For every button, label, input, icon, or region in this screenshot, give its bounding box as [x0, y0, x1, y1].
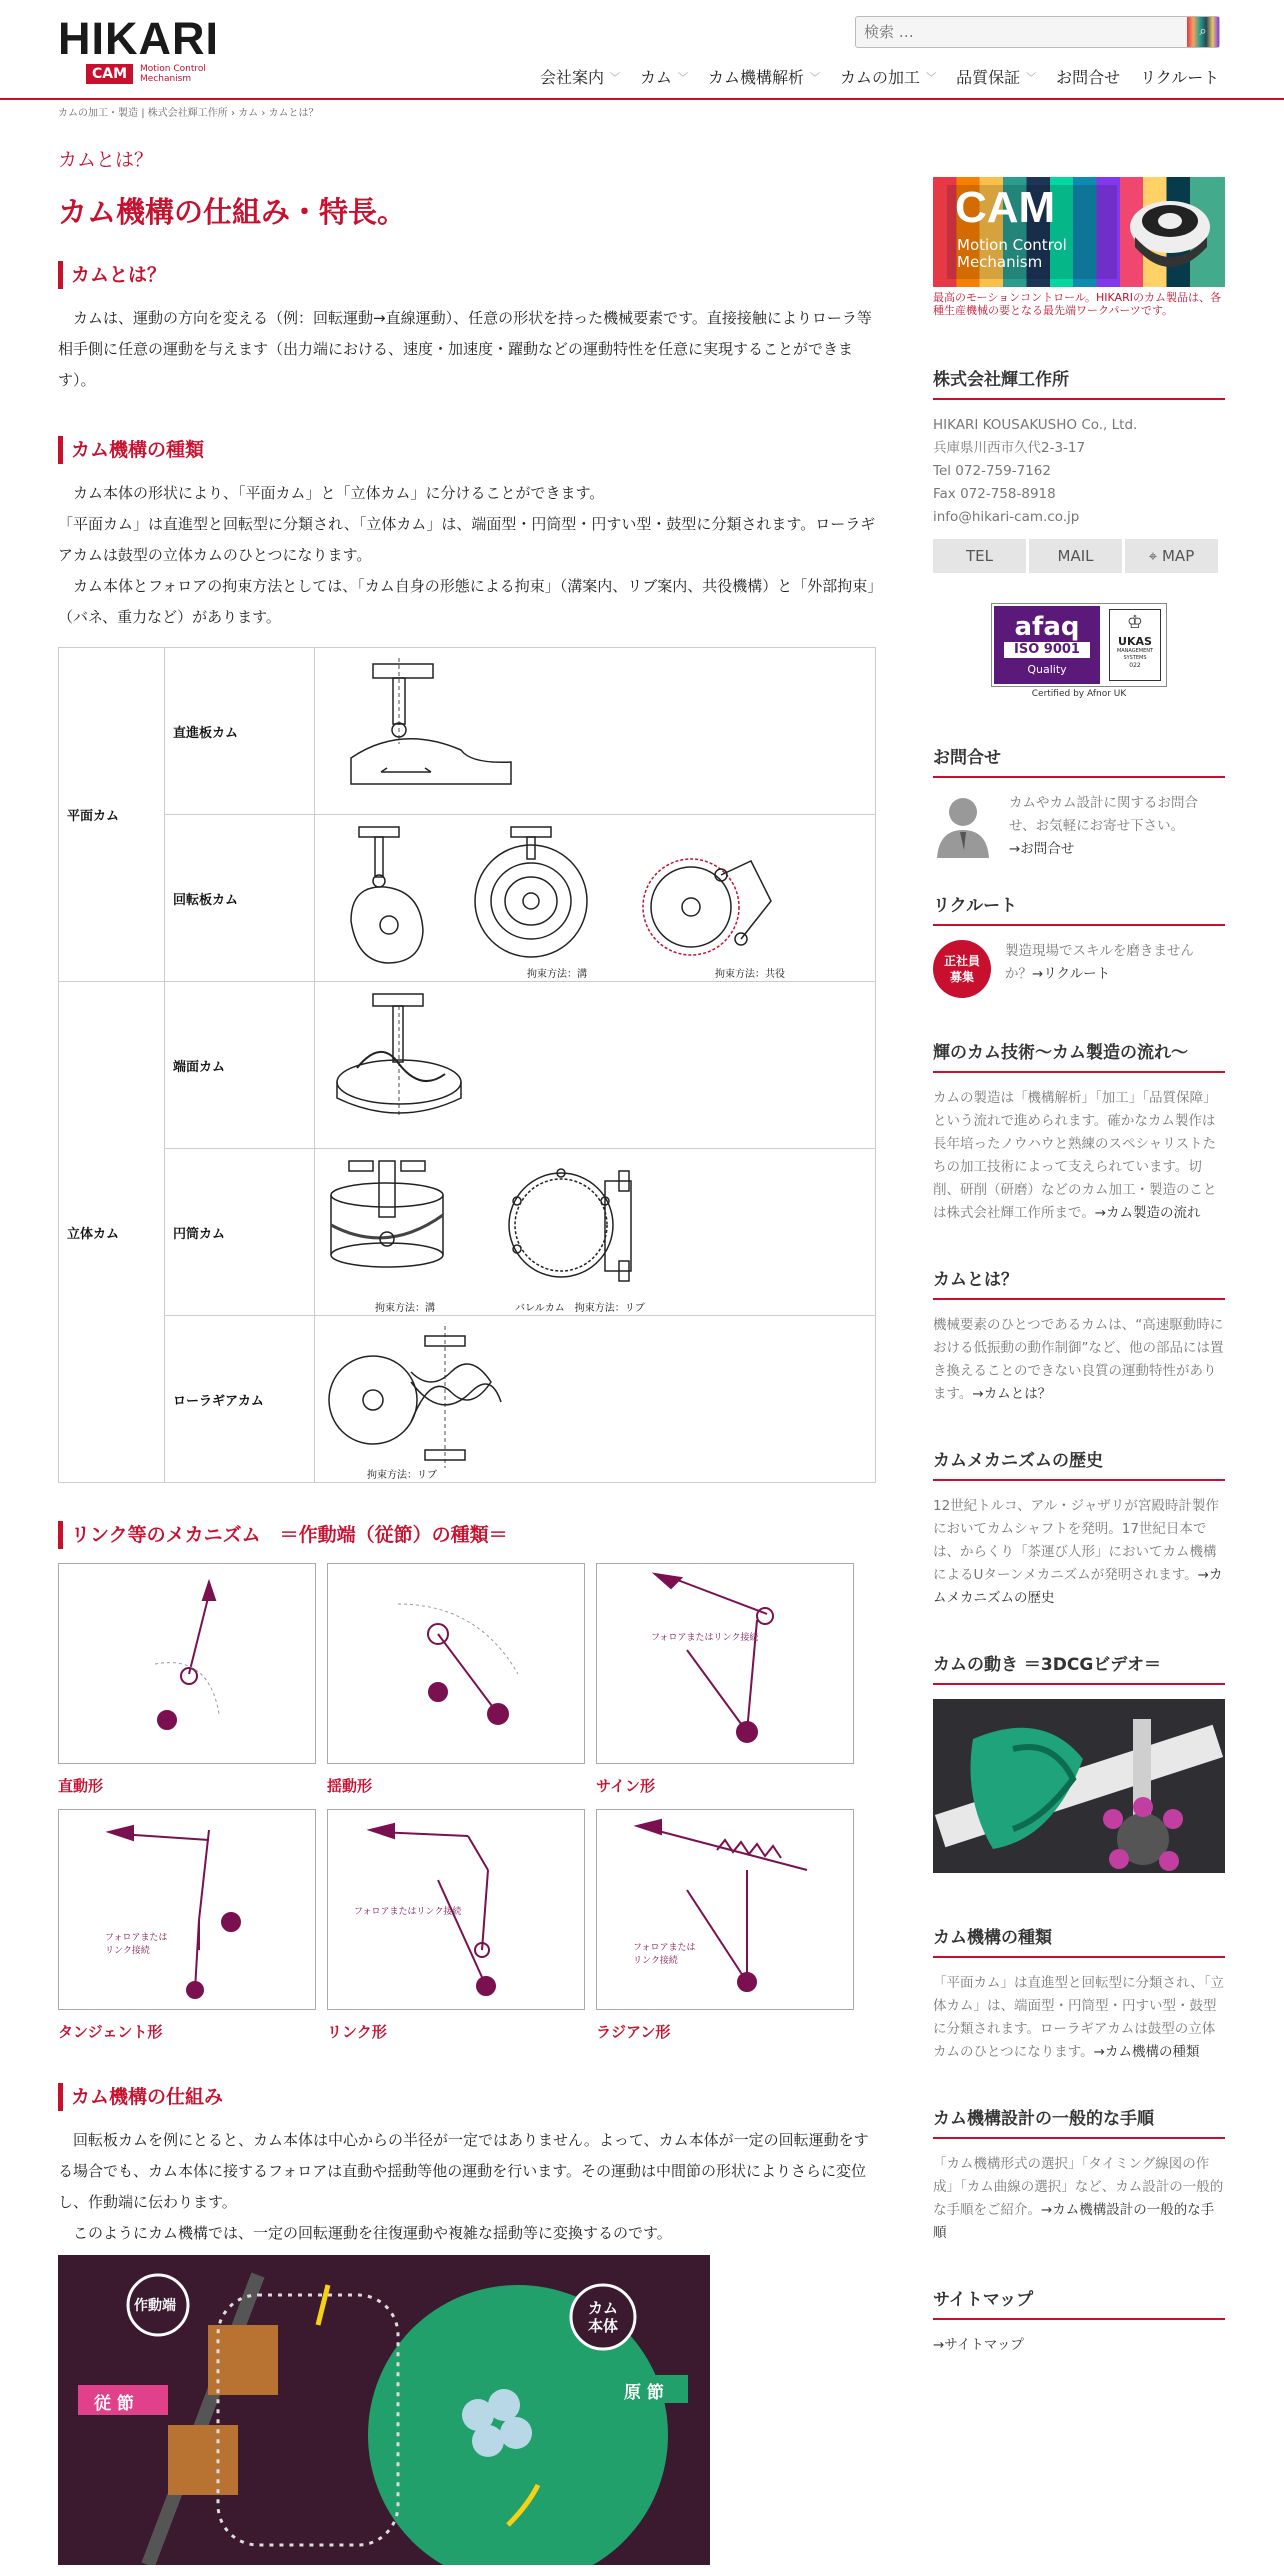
- section-heading-mechanism: カム機構の仕組み: [58, 2083, 876, 2111]
- nav-label: カム: [640, 67, 673, 87]
- recruit-block: [933, 940, 1225, 998]
- nav-label: 会社案内: [540, 67, 605, 87]
- mechanism-label-link: リンク形: [327, 2023, 387, 2041]
- mechanism-card: [58, 1563, 316, 1809]
- breadcrumb-home[interactable]: カムの加工・製造: [58, 108, 138, 119]
- mechanism-para-2: このようにカム機構では、一定の回転運動を往復運動や複雑な揺動等に変換するのです。: [73, 2224, 672, 2242]
- label-working-end: 作動端: [134, 2298, 176, 2314]
- mechanism-diagram-sine: [596, 1563, 854, 1764]
- what-text: 機械要素のひとつであるカムは、“高速駆動時における低振動の動作制御”など、他の部品には置き換えることのできない良質の運動特性があります。: [933, 1317, 1224, 1402]
- search-input[interactable]: [856, 17, 1176, 47]
- diagram-face-cam: [315, 982, 876, 1149]
- sidebar-heading-contact: お問合せ: [933, 743, 1225, 778]
- types-text: 「平面カム」は直進型と回転型に分類され、「立体カム」は、端面型・円筒型・円すい型・鼓型に分類されます。ローラギアカムは鼓型の立体カムのひとつになります。: [933, 1975, 1225, 2060]
- diagram-roller-gear-cam: [315, 1316, 876, 1483]
- label-follower: 従 節: [94, 2394, 134, 2414]
- mechanism-grid: [58, 1563, 876, 2055]
- section-heading-what: カムとは？: [58, 261, 876, 289]
- nav-item-recruit[interactable]: [1140, 62, 1219, 90]
- ukas-crown-icon: ♔: [1126, 612, 1144, 633]
- caption-groove: 拘束方法：溝: [527, 969, 587, 980]
- mechanism-diagram-linear: [58, 1563, 316, 1764]
- types-para-1: カム本体の形状により、「平面カム」と「立体カム」に分けることができます。: [73, 484, 605, 502]
- cert-ukas: UKAS: [1118, 635, 1152, 648]
- nav-label: お問合せ: [1056, 67, 1121, 87]
- company-tel[interactable]: Tel 072-759-7162: [933, 463, 1051, 479]
- nav-label: カムの加工: [840, 67, 921, 87]
- mechanism-diagram-radian: [596, 1809, 854, 2010]
- logo-cam-badge: CAM: [86, 64, 133, 84]
- table-row: [59, 648, 876, 815]
- cam-part-icon: [1125, 187, 1215, 277]
- diagram-cylindrical-cam: [315, 1149, 876, 1316]
- caption-groove-2: 拘束方法：溝: [375, 1303, 435, 1314]
- video-thumbnail[interactable]: [933, 1699, 1225, 1873]
- mechanism-diagram-tangent: [58, 1809, 316, 2010]
- what-text-wrap: [933, 1314, 1225, 1406]
- tech-link[interactable]: →カム製造の流れ: [1094, 1205, 1201, 1221]
- contact-buttons: [933, 539, 1225, 573]
- tel-button[interactable]: TEL: [933, 539, 1026, 573]
- diagram-rotary-plate-cam: [315, 815, 876, 982]
- recruit-text-wrap: [1005, 940, 1215, 998]
- mechanism-para-1: 回転板カムを例にとると、カム本体は中心からの半径が一定ではありません。よって、カム本体が一定の回転運動をする場合でも、カム本体に接するフォロアは直動や揺動等他の運動を行います。その運動は中間節の形状によりさらに変位し、作動端に伝わります。: [58, 2131, 869, 2211]
- cam-3dcg-image: [933, 1699, 1225, 1873]
- table-row: [59, 982, 876, 1149]
- table-cell-roller-gear-cam: ローラギアカム: [165, 1316, 315, 1483]
- mechanism-note: フォロアまたはリンク接続: [651, 1633, 759, 1643]
- breadcrumb-separator: |: [141, 108, 145, 119]
- company-address: 兵庫県川西市久代2-3-17: [933, 440, 1086, 456]
- cert-caption: Certified by Afnor UK: [1031, 689, 1127, 699]
- table-cell-linear-plate: 直進板カム: [165, 648, 315, 815]
- sidebar-heading-what: カムとは？: [933, 1265, 1225, 1300]
- contact-text: カムやカム設計に関するお問合せ、お気軽にお寄せ下さい。: [1009, 795, 1198, 834]
- banner-caption: 最高のモーションコントロール。HIKARIのカム製品は、各種生産機械の要となる最先端ワークパーツです。: [933, 291, 1221, 317]
- mechanism-label-radian: ラジアン形: [596, 2023, 671, 2041]
- what-link[interactable]: →カムとは？: [972, 1386, 1052, 1402]
- chevron-down-icon: ﹀: [678, 72, 689, 84]
- table-group-spatial: 立体カム: [59, 982, 165, 1483]
- table-group-planar: 平面カム: [59, 648, 165, 982]
- nav-item-analysis[interactable]: [708, 62, 820, 90]
- cam-types-table: [58, 647, 876, 1483]
- table-row: [59, 815, 876, 982]
- mechanism-label-linear: 直動形: [58, 1777, 104, 1795]
- diagram-linear-plate-cam: [315, 648, 876, 815]
- page-kicker: カムとは？: [58, 149, 154, 171]
- recruit-badge[interactable]: 正社員 募集: [933, 940, 991, 998]
- cam-mechanism-photo: [58, 2255, 710, 2565]
- rotary-plate-cam-drawing: [321, 821, 861, 971]
- types-text-wrap: [933, 1972, 1225, 2064]
- map-button-label: MAP: [1161, 547, 1195, 565]
- company-email[interactable]: info@hikari-cam.co.jp: [933, 509, 1080, 525]
- sitemap-link[interactable]: →サイトマップ: [933, 2337, 1024, 2353]
- contact-link[interactable]: →お問合せ: [1009, 841, 1075, 857]
- face-cam-drawing: [321, 988, 861, 1138]
- page-title: カム機構の仕組み・特長。: [58, 195, 407, 229]
- banner-title: CAM: [955, 183, 1056, 232]
- procedure-link[interactable]: →カム機構設計の一般的な手順: [933, 2202, 1215, 2241]
- sidebar-heading-procedure: カム機構設計の一般的な手順: [933, 2104, 1225, 2139]
- main-content: [58, 145, 876, 2565]
- mechanism-note: フォロアまたはリンク接続: [354, 1907, 462, 1917]
- mechanism-card: [596, 1563, 854, 1809]
- caption-conjugate: 拘束方法：共役: [715, 969, 785, 980]
- mechanism-card: [596, 1809, 854, 2055]
- radian-mechanism-drawing: [597, 1810, 853, 2009]
- breadcrumb-cam[interactable]: カム: [238, 108, 259, 119]
- chevron-down-icon: ﹀: [610, 72, 621, 84]
- sine-mechanism-drawing: [597, 1564, 853, 1763]
- types-para-3: カム本体とフォロアの拘束方法としては、「カム自身の形態による拘束」（溝案内、リブ案内、共役機構）と「外部拘束」（バネ、重力など）があります。: [58, 577, 875, 626]
- recruit-link[interactable]: →リクルート: [1032, 966, 1111, 982]
- table-row: [59, 1316, 876, 1483]
- mechanism-note: フォロアまたはリンク接続: [633, 1943, 696, 1966]
- nav-label: リクルート: [1140, 67, 1220, 87]
- cylindrical-cam-drawing: [321, 1155, 861, 1305]
- sidebar-heading-types: カム機構の種類: [933, 1923, 1225, 1958]
- tangent-mechanism-drawing: [59, 1810, 315, 2009]
- mechanism-card: [327, 1809, 585, 2055]
- contact-block: [933, 792, 1225, 861]
- site-logo[interactable]: [58, 13, 240, 88]
- cert-iso: ISO 9001: [1004, 642, 1090, 658]
- breadcrumb-current: カムとは？: [268, 108, 319, 119]
- mechanism-label-swing: 揺動形: [327, 1777, 373, 1795]
- sidebar-heading-video: カムの動き ＝3DCGビデオ＝: [933, 1650, 1225, 1685]
- sidebar: [933, 177, 1225, 2357]
- section-heading-types: カム機構の種類: [58, 436, 876, 464]
- iso-certification-badge: [991, 603, 1167, 699]
- breadcrumb-company[interactable]: 株式会社輝工作所: [147, 108, 228, 119]
- linear-plate-cam-drawing: [321, 654, 861, 804]
- map-pin-icon: ⌖: [1148, 547, 1162, 565]
- table-row: [59, 1149, 876, 1316]
- types-para-2: 「平面カム」は直進型と回転型に分類され、「立体カム」は、端面型・円筒型・円すい型・鼓型に分類されます。ローラギアカムは鼓型の立体カムのひとつになります。: [58, 515, 876, 564]
- mechanism-note: フォロアまたはリンク接続: [105, 1933, 168, 1956]
- map-button[interactable]: [1125, 539, 1218, 573]
- history-text-wrap: [933, 1495, 1225, 1610]
- table-cell-cylindrical-cam: 円筒カム: [165, 1149, 315, 1316]
- recruit-text: 製造現場でスキルを磨きませんか？: [1005, 943, 1194, 982]
- logo-wordmark: HIKARI: [58, 13, 219, 64]
- breadcrumb-separator: ›: [261, 108, 266, 119]
- sidebar-heading-history: カムメカニズムの歴史: [933, 1446, 1225, 1481]
- nav-label: 品質保証: [956, 67, 1021, 87]
- caption-barrel-rib: バレルカム 拘束方法：リブ: [515, 1303, 645, 1314]
- search-icon: ⌕: [1199, 24, 1207, 39]
- procedure-text: 「カム機構形式の選択」「タイミング線図の作成」「カム曲線の選択」など、カム設計の一般的な手順をご紹介。: [933, 2156, 1224, 2218]
- company-fax: Fax 072-758-8918: [933, 486, 1056, 502]
- chevron-down-icon: ﹀: [1026, 72, 1037, 84]
- cert-brand: afaq: [1014, 612, 1080, 642]
- section-heading-mechanisms: リンク等のメカニズム ＝作動端（従節）の種類＝: [58, 1521, 876, 1549]
- person-icon: [933, 792, 993, 860]
- nav-item-cam[interactable]: [640, 62, 688, 90]
- contact-text-wrap: [1009, 792, 1209, 861]
- mechanism-diagram-swing: [327, 1563, 585, 1764]
- main-nav: [540, 62, 1219, 90]
- table-cell-rotary-plate: 回転板カム: [165, 815, 315, 982]
- sidebar-heading-recruit: リクルート: [933, 891, 1225, 926]
- chevron-down-icon: ﹀: [810, 72, 821, 84]
- nav-item-company[interactable]: [540, 62, 620, 90]
- nav-label: カム機構解析: [708, 67, 805, 87]
- search-button[interactable]: [1187, 17, 1219, 47]
- nav-item-quality[interactable]: [956, 62, 1036, 90]
- label-driver: 原 節: [624, 2383, 664, 2403]
- nav-item-machining[interactable]: [840, 62, 936, 90]
- sidebar-heading-tech: 輝のカム技術〜カム製造の流れ〜: [933, 1038, 1225, 1073]
- mechanism-diagram-link: [327, 1809, 585, 2010]
- nav-item-contact[interactable]: [1056, 62, 1120, 90]
- mechanism-card: [327, 1563, 585, 1809]
- cert-quality: Quality: [1027, 663, 1067, 676]
- mechanism-label-tangent: タンジェント形: [58, 2023, 163, 2041]
- caption-rib: 拘束方法：リブ: [367, 1470, 437, 1481]
- cert-ukas-sub: MANAGEMENT SYSTEMS: [1116, 648, 1154, 661]
- label-cam-body: カム 本体: [587, 2299, 618, 2335]
- table-cell-face-cam: 端面カム: [165, 982, 315, 1149]
- chevron-down-icon: ﹀: [926, 72, 937, 84]
- banner-subtitle: Motion Control Mechanism: [957, 236, 1067, 271]
- mechanism-label-sine: サイン形: [596, 1777, 655, 1795]
- history-text: 12世紀トルコ、アル・ジャザリが宮殿時計製作においてカムシャフトを発明。17世紀日本では、からくり「茶運び人形」においてカム機構によるUターンメカニズムが発明されます。: [933, 1498, 1219, 1583]
- breadcrumb-separator: ›: [230, 108, 235, 119]
- section-text-what: カムは、運動の方向を変える（例：回転運動→直線運動）、任意の形状を持った機械要素です。直接接触によりローラ等相手側に任意の運動を与えます（出力端における、速度・加速度・躍動などの運動特性を任意に実現することができます）。: [58, 309, 872, 389]
- logo-tagline: Motion Control Mechanism: [140, 64, 206, 84]
- sidebar-heading-sitemap: サイトマップ: [933, 2285, 1225, 2320]
- tech-text: カムの製造は「機構解析」「加工」「品質保障」という流れで進められます。確かなカム製作は長年培ったノウハウと熟練のスペシャリストたちの加工技術によって支えられています。切削、研削（研磨）などのカム加工・製造のことは株式会社輝工作所まで。: [933, 1090, 1217, 1221]
- mail-button[interactable]: MAIL: [1029, 539, 1122, 573]
- history-link[interactable]: →カムメカニズムの歴史: [933, 1567, 1223, 1606]
- types-link[interactable]: →カム機構の種類: [1093, 2044, 1200, 2060]
- tech-text-wrap: [933, 1087, 1225, 1225]
- company-name-en: HIKARI KOUSAKUSHO Co., Ltd.: [933, 417, 1138, 433]
- cert-ukas-number: 022: [1129, 662, 1141, 669]
- roller-gear-cam-drawing: [321, 1322, 861, 1472]
- search-box: [855, 16, 1220, 48]
- mechanism-card: [58, 1809, 316, 2055]
- swing-follower-drawing: [328, 1564, 584, 1763]
- procedure-text-wrap: [933, 2153, 1225, 2245]
- linear-follower-drawing: [59, 1564, 315, 1763]
- sidebar-heading-company: 株式会社輝工作所: [933, 365, 1225, 400]
- breadcrumb: [58, 104, 319, 119]
- site-header: [0, 0, 1284, 100]
- cam-banner[interactable]: [933, 177, 1225, 287]
